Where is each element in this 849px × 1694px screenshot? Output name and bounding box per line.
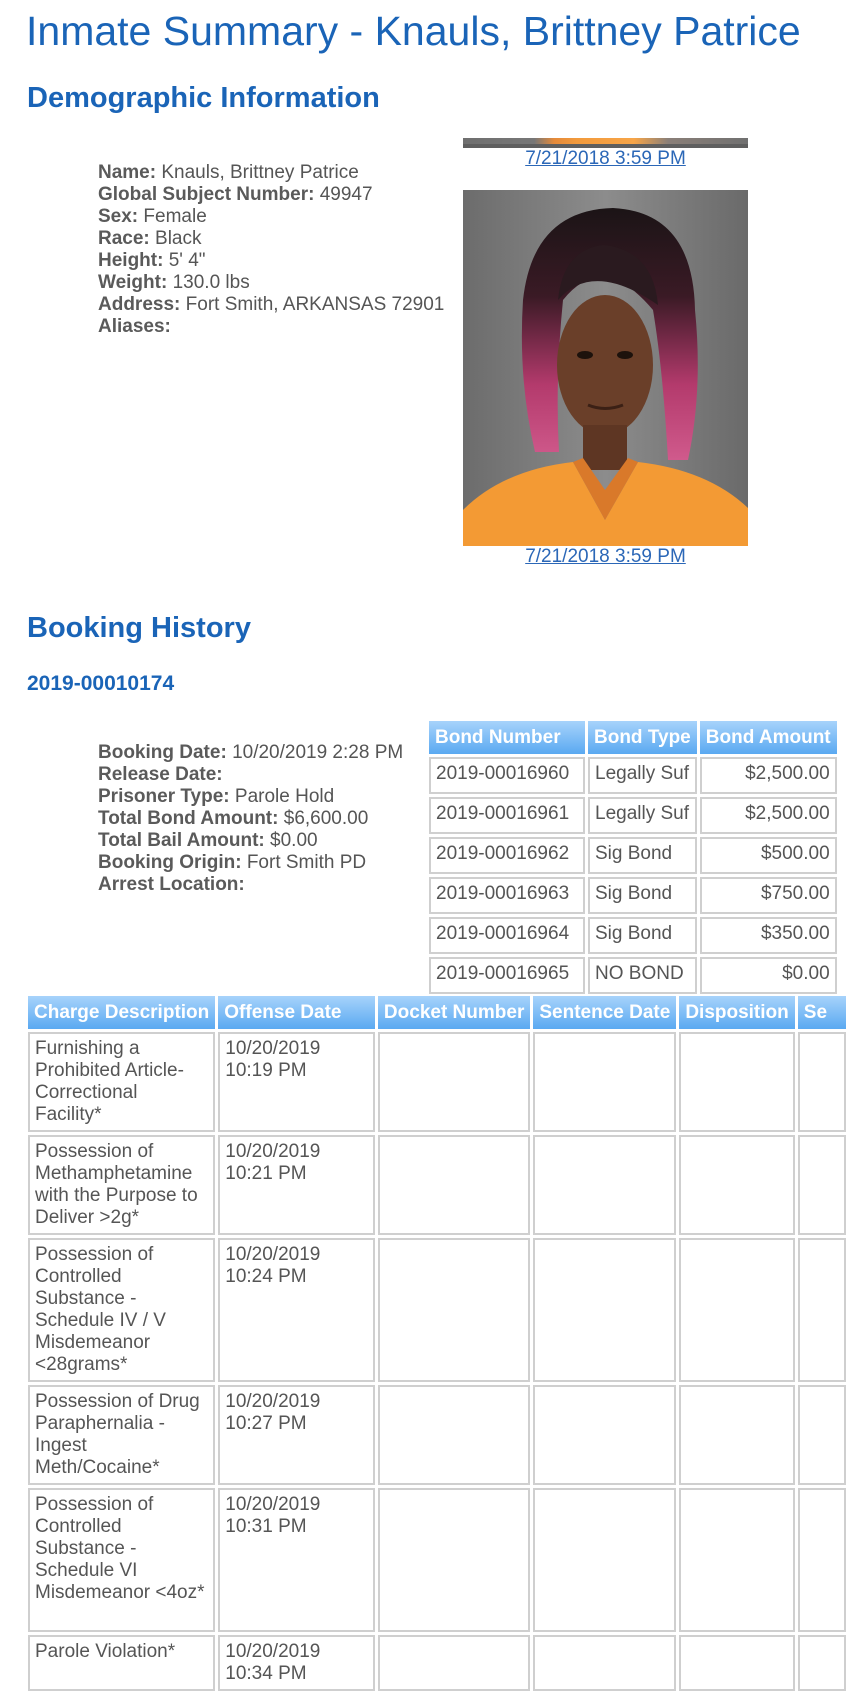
- sex-row: Sex: Female: [98, 206, 207, 227]
- disposition-cell: [679, 1135, 794, 1235]
- offense-date-cell: 10/20/2019 10:27 PM: [218, 1385, 375, 1485]
- docket-number-cell: [378, 1488, 530, 1632]
- bond-number-cell: 2019-00016960: [429, 757, 585, 794]
- bond-type-cell: Legally Suf: [588, 797, 697, 834]
- sentence-header[interactable]: Se: [798, 996, 846, 1029]
- bond-type-cell: Sig Bond: [588, 917, 697, 954]
- charge-row: [28, 1635, 846, 1691]
- release-date-row: Release Date:: [98, 764, 223, 785]
- charges-table: [25, 993, 849, 1694]
- docket-number-cell: [378, 1238, 530, 1382]
- charge-description-cell: Possession of Controlled Substance - Schedule IV / V Misdemeanor <28grams*: [28, 1238, 215, 1382]
- photo-date-link[interactable]: 7/21/2018 3:59 PM: [525, 546, 686, 567]
- bond-row: [429, 797, 837, 834]
- address-row: Address: Fort Smith, ARKANSAS 72901: [98, 294, 445, 315]
- bond-number-header[interactable]: Bond Number: [429, 721, 585, 754]
- sentence-date-cell: [533, 1385, 676, 1485]
- height-row: Height: 5' 4": [98, 250, 206, 271]
- offense-date-cell: 10/20/2019 10:34 PM: [218, 1635, 375, 1691]
- bond-type-cell: Legally Suf: [588, 757, 697, 794]
- charge-description-cell: Possession of Controlled Substance - Schedule VI Misdemeanor <4oz*: [28, 1488, 215, 1632]
- bond-row: [429, 757, 837, 794]
- bond-number-cell: 2019-00016963: [429, 877, 585, 914]
- total-bail-amount-row: Total Bail Amount: $0.00: [98, 830, 318, 851]
- booking-info: [98, 742, 403, 896]
- charge-row: [28, 1135, 846, 1235]
- bond-amount-cell: $2,500.00: [700, 757, 837, 794]
- sentence-cell: [798, 1135, 846, 1235]
- global-subject-number-row: Global Subject Number: 49947: [98, 184, 373, 205]
- booking-number: 2019-00010174: [27, 672, 175, 695]
- booking-photo-cropped[interactable]: [463, 138, 748, 148]
- charge-row: [28, 1032, 846, 1132]
- bond-amount-cell: $350.00: [700, 917, 837, 954]
- bond-row: [429, 837, 837, 874]
- bond-table: [426, 718, 840, 997]
- docket-number-cell: [378, 1635, 530, 1691]
- weight-row: Weight: 130.0 lbs: [98, 272, 250, 293]
- bond-type-cell: NO BOND: [588, 957, 697, 994]
- disposition-header[interactable]: Disposition: [679, 996, 794, 1029]
- bond-amount-cell: $2,500.00: [700, 797, 837, 834]
- disposition-cell: [679, 1032, 794, 1132]
- arrest-location-row: Arrest Location:: [98, 874, 245, 895]
- bond-amount-header[interactable]: Bond Amount: [700, 721, 837, 754]
- booking-origin-row: Booking Origin: Fort Smith PD: [98, 852, 367, 873]
- booking-history-heading: Booking History: [27, 612, 251, 644]
- sentence-date-cell: [533, 1032, 676, 1132]
- prisoner-type-row: Prisoner Type: Parole Hold: [98, 786, 335, 807]
- offense-date-header[interactable]: Offense Date: [218, 996, 375, 1029]
- offense-date-cell: 10/20/2019 10:19 PM: [218, 1032, 375, 1132]
- photo-date-link[interactable]: 7/21/2018 3:59 PM: [525, 148, 686, 169]
- docket-number-cell: [378, 1135, 530, 1235]
- sentence-date-cell: [533, 1135, 676, 1235]
- disposition-cell: [679, 1635, 794, 1691]
- docket-number-header[interactable]: Docket Number: [378, 996, 530, 1029]
- bond-row: [429, 917, 837, 954]
- bond-type-header[interactable]: Bond Type: [588, 721, 697, 754]
- sentence-date-cell: [533, 1238, 676, 1382]
- disposition-cell: [679, 1238, 794, 1382]
- sentence-date-cell: [533, 1635, 676, 1691]
- sentence-cell: [798, 1385, 846, 1485]
- bond-type-cell: Sig Bond: [588, 837, 697, 874]
- sentence-date-cell: [533, 1488, 676, 1632]
- demographic-heading: Demographic Information: [27, 82, 380, 114]
- demographic-info: [98, 162, 444, 338]
- sentence-cell: [798, 1238, 846, 1382]
- page-title: Inmate Summary - Knauls, Brittney Patrice: [26, 8, 801, 54]
- bond-amount-cell: $0.00: [700, 957, 837, 994]
- booking-photo[interactable]: [463, 190, 748, 546]
- docket-number-cell: [378, 1032, 530, 1132]
- charge-description-header[interactable]: Charge Description: [28, 996, 215, 1029]
- charge-row: [28, 1238, 846, 1382]
- charge-row: [28, 1488, 846, 1632]
- bond-row: [429, 957, 837, 994]
- charge-description-cell: Furnishing a Prohibited Article-Correctional Facility*: [28, 1032, 215, 1132]
- sentence-cell: [798, 1635, 846, 1691]
- offense-date-cell: 10/20/2019 10:21 PM: [218, 1135, 375, 1235]
- bond-type-cell: Sig Bond: [588, 877, 697, 914]
- charge-description-cell: Possession of Drug Paraphernalia - Ingest Meth/Cocaine*: [28, 1385, 215, 1485]
- bond-number-cell: 2019-00016961: [429, 797, 585, 834]
- bond-number-cell: 2019-00016964: [429, 917, 585, 954]
- charges-header-row: [28, 996, 846, 1029]
- race-row: Race: Black: [98, 228, 202, 249]
- total-bond-amount-row: Total Bond Amount: $6,600.00: [98, 808, 369, 829]
- bond-amount-cell: $500.00: [700, 837, 837, 874]
- sentence-cell: [798, 1032, 846, 1132]
- charge-description-cell: Parole Violation*: [28, 1635, 215, 1691]
- bond-number-cell: 2019-00016965: [429, 957, 585, 994]
- bond-row: [429, 877, 837, 914]
- sentence-cell: [798, 1488, 846, 1632]
- offense-date-cell: 10/20/2019 10:31 PM: [218, 1488, 375, 1632]
- booking-date-row: Booking Date: 10/20/2019 2:28 PM: [98, 742, 404, 763]
- offense-date-cell: 10/20/2019 10:24 PM: [218, 1238, 375, 1382]
- sentence-date-header[interactable]: Sentence Date: [533, 996, 676, 1029]
- name-row: Name: Knauls, Brittney Patrice: [98, 162, 359, 183]
- bond-amount-cell: $750.00: [700, 877, 837, 914]
- charge-row: [28, 1385, 846, 1485]
- disposition-cell: [679, 1385, 794, 1485]
- charge-description-cell: Possession of Methamphetamine with the Purpose to Deliver >2g*: [28, 1135, 215, 1235]
- bond-header-row: [429, 721, 837, 754]
- bond-number-cell: 2019-00016962: [429, 837, 585, 874]
- aliases-row: Aliases:: [98, 316, 171, 337]
- docket-number-cell: [378, 1385, 530, 1485]
- disposition-cell: [679, 1488, 794, 1632]
